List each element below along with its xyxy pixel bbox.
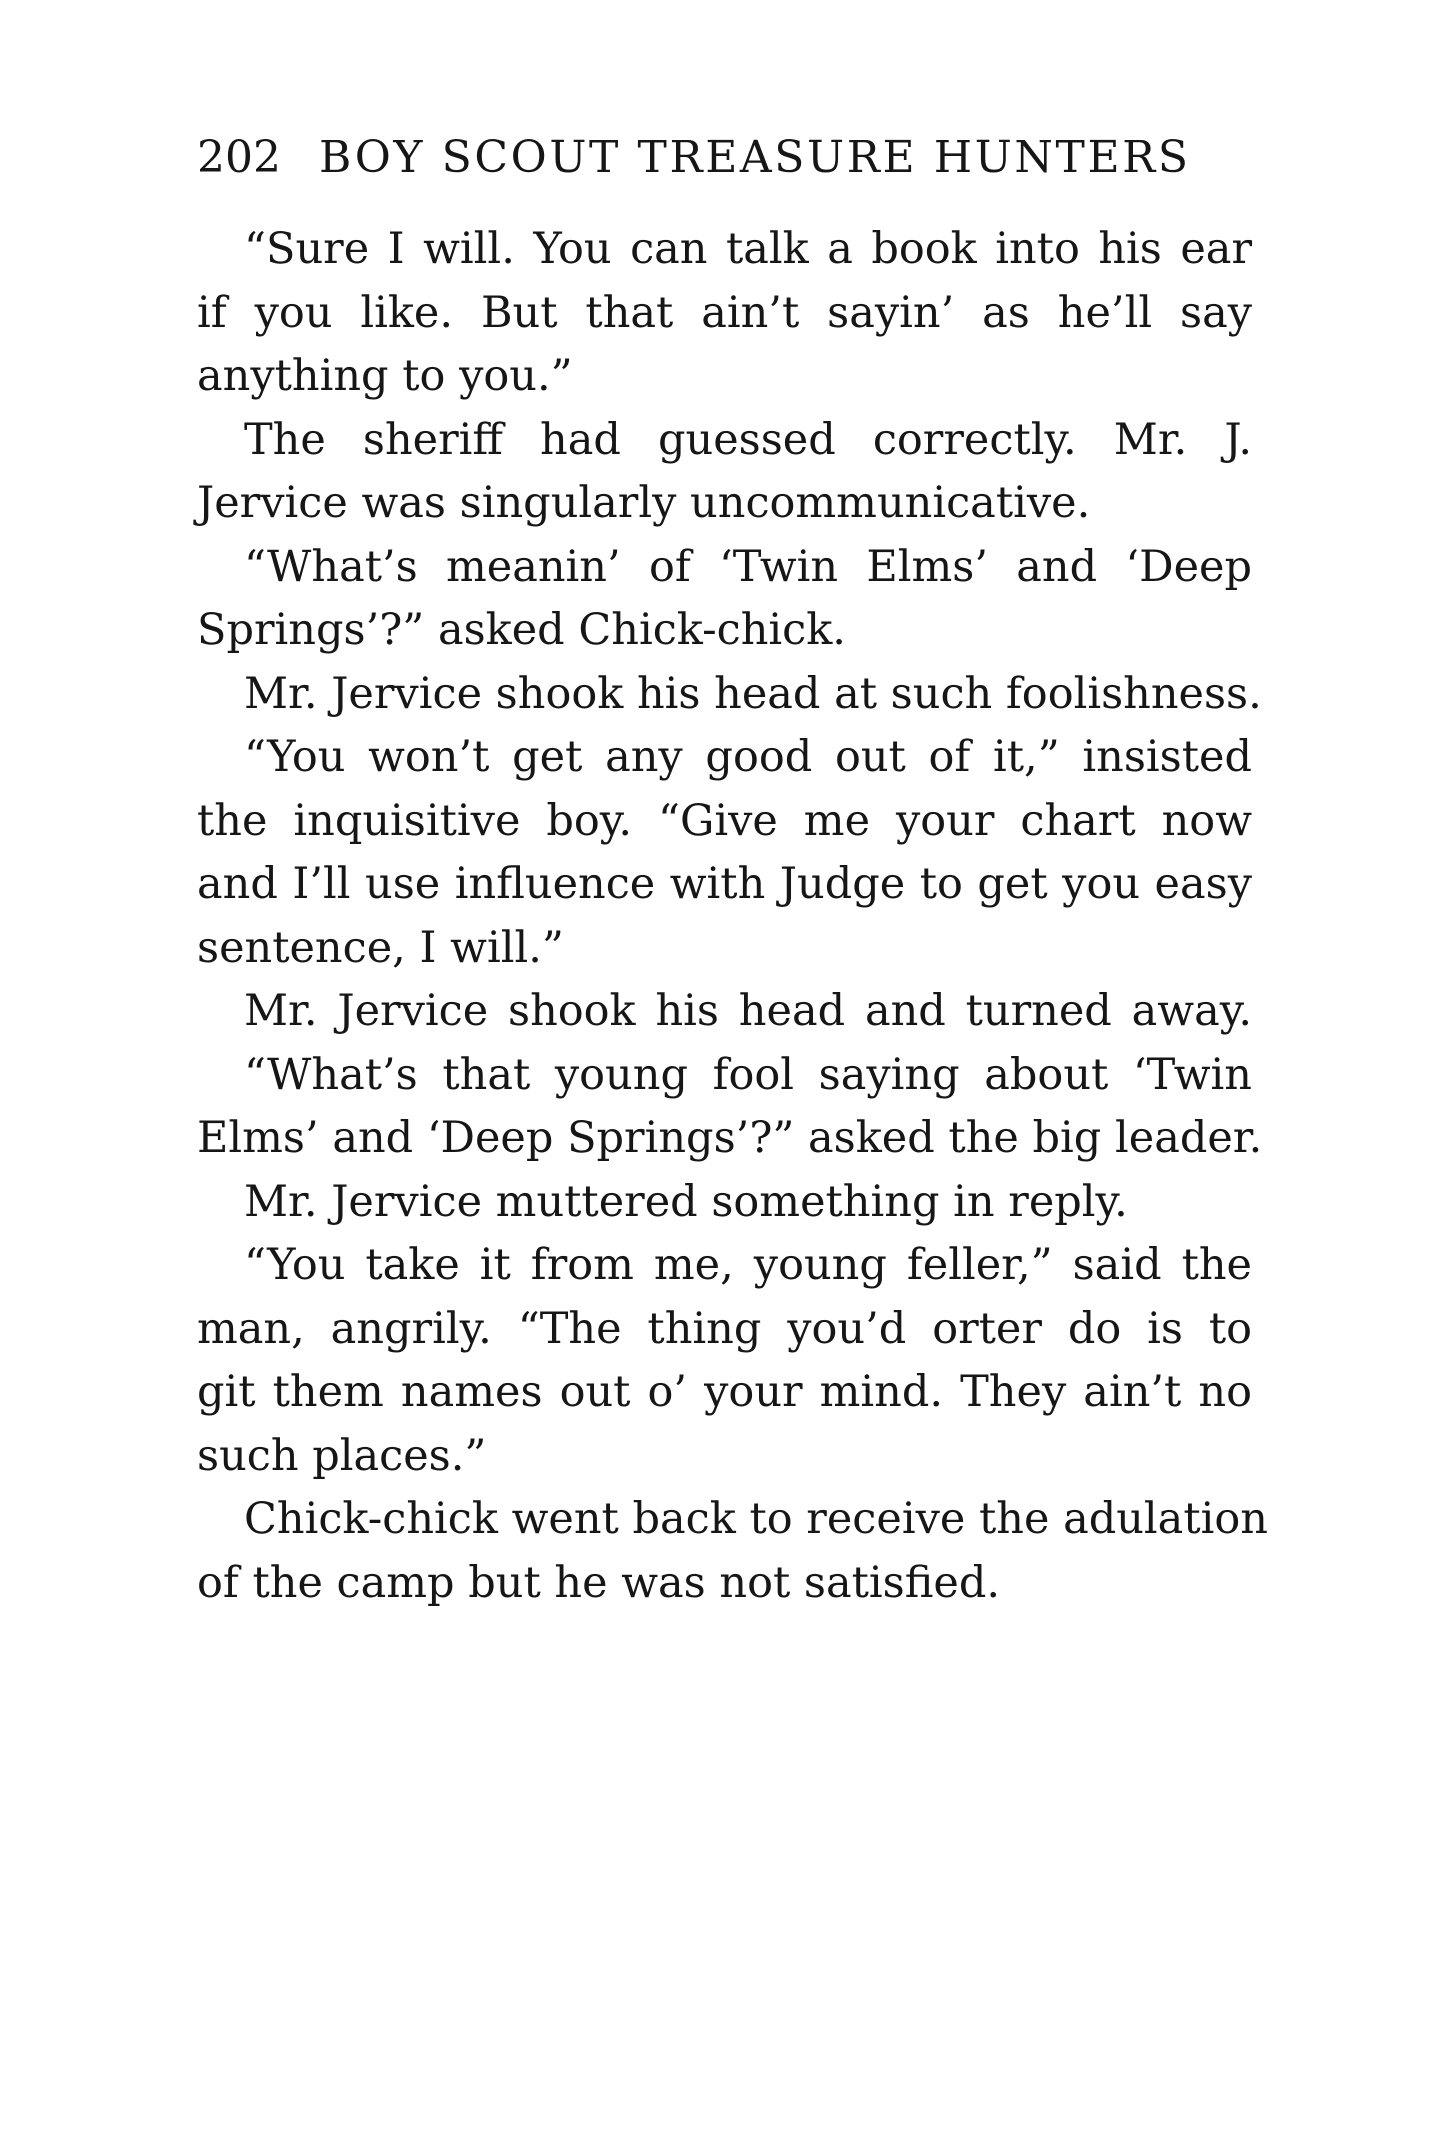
text-line: Jervice was singularly uncommunicative. — [197, 478, 1091, 528]
page-number: 202 — [197, 132, 281, 183]
text-line: Springs’?” asked Chick-chick. — [197, 605, 846, 655]
text-line: if you like. But that ain’t sayin’ as he’ll say — [197, 287, 1252, 338]
text-line: “You take it from me, young feller,” said the — [244, 1240, 1252, 1290]
text-line: and I’ll use influence with Judge to get you easy — [197, 859, 1252, 909]
text-line: Mr. Jervice shook his head and turned away. — [244, 986, 1252, 1036]
book-title: BOY SCOUT TREASURE HUNTERS — [318, 132, 1191, 183]
text-line: “What’s meanin’ of ‘Twin Elms’ and ‘Deep — [244, 541, 1252, 592]
text-line: “What’s that young fool saying about ‘Twin — [244, 1049, 1252, 1100]
text-line: Chick-chick went back to receive the adulation — [244, 1494, 1268, 1544]
text-line: “Sure I will. You can talk a book into his ear — [244, 224, 1252, 274]
text-line: sentence, I will.” — [197, 922, 564, 973]
body-text — [197, 218, 1268, 1615]
running-head — [197, 128, 1252, 188]
text-line: Elms’ and ‘Deep Springs’?” asked the big leader. — [197, 1113, 1263, 1163]
text-line: The sheriff had guessed correctly. Mr. J. — [244, 414, 1252, 465]
text-line: the inquisitive boy. “Give me your chart now — [197, 795, 1252, 846]
text-line: such places.” — [197, 1430, 487, 1481]
text-line: Mr. Jervice muttered something in reply. — [244, 1176, 1128, 1227]
text-line: man, angrily. “The thing you’d orter do is to — [197, 1303, 1252, 1354]
text-line: “You won’t get any good out of it,” insisted — [244, 732, 1252, 782]
text-line: git them names out o’ your mind. They ain’t no — [197, 1367, 1252, 1417]
text-line: of the camp but he was not satisfied. — [197, 1557, 1001, 1608]
text-line: anything to you.” — [197, 351, 573, 401]
text-line: Mr. Jervice shook his head at such foolishness. — [244, 668, 1262, 719]
